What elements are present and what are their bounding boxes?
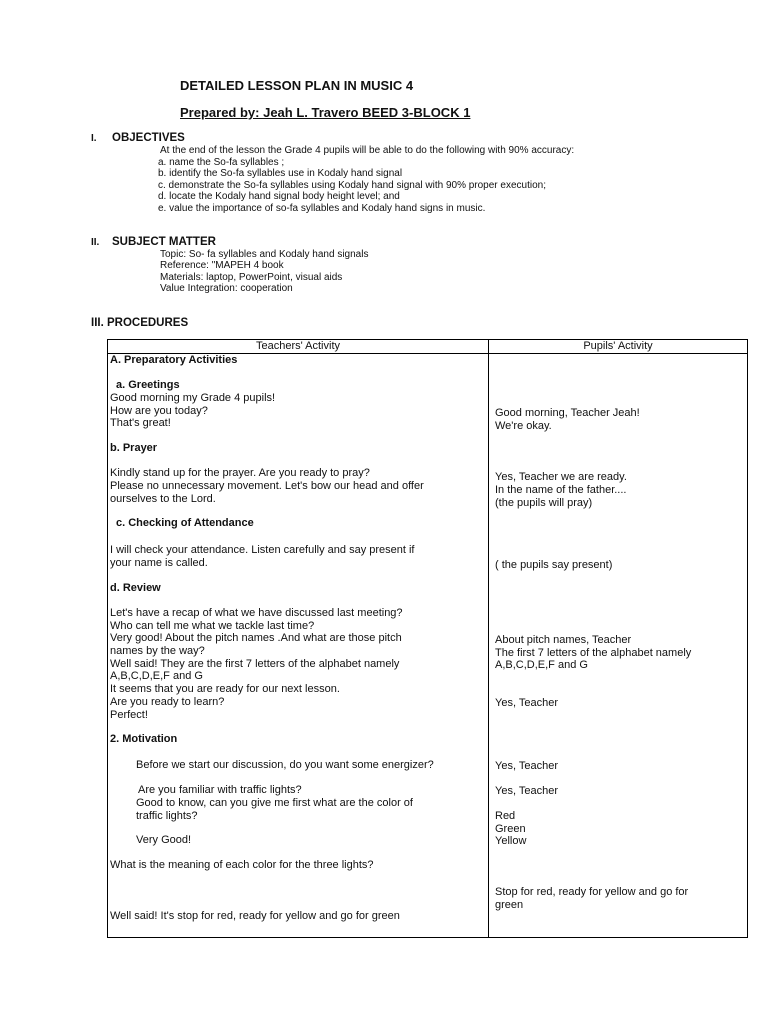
objectives-intro: At the end of the lesson the Grade 4 pupils will be able to do the following with 90% accuracy: [160, 145, 575, 156]
teacher-line: Very Good! [136, 834, 192, 846]
teacher-line: I will check your attendance. Listen carefully and say present if [110, 544, 415, 556]
subject-materials: Materials: laptop, PowerPoint, visual aids [160, 272, 343, 283]
objective-item-a: a. name the So-fa syllables ; [158, 157, 285, 168]
subject-matter-heading: SUBJECT MATTER [112, 236, 216, 248]
greetings-heading: a. Greetings [116, 379, 180, 391]
table-header-row [108, 340, 748, 354]
subject-reference: Reference: "MAPEH 4 book [160, 260, 284, 271]
pupil-line: Stop for red, ready for yellow and go for [495, 886, 689, 898]
pupil-line: A,B,C,D,E,F and G [495, 659, 588, 671]
objective-item-b: b. identify the So-fa syllables use in Kodaly hand signal [158, 168, 403, 179]
motivation-heading: 2. Motivation [110, 733, 178, 745]
pupil-line: Yes, Teacher [495, 760, 558, 772]
document-title: DETAILED LESSON PLAN IN MUSIC 4 [180, 78, 414, 93]
pupil-line: green [495, 899, 524, 911]
teacher-line: Who can tell me what we tackle last time? [110, 620, 315, 632]
objectives-heading: OBJECTIVES [112, 132, 185, 144]
teacher-line: Good to know, can you give me first what are the color of [136, 797, 413, 809]
teacher-line: Kindly stand up for the prayer. Are you ready to pray? [110, 467, 370, 479]
teacher-line: Let's have a recap of what we have discussed last meeting? [110, 607, 403, 619]
teacher-line: traffic lights? [136, 810, 198, 822]
subject-value-integration: Value Integration: cooperation [160, 283, 293, 294]
pupils-activity-cell [489, 354, 748, 938]
objective-item-d: d. locate the Kodaly hand signal body height level; and [158, 191, 400, 202]
pupil-line: About pitch names, Teacher [495, 634, 632, 646]
review-heading: d. Review [110, 582, 161, 594]
teacher-line: Well said! They are the first 7 letters of the alphabet namely [110, 658, 400, 670]
procedures-heading: III. PROCEDURES [91, 317, 189, 329]
teacher-line: Well said! It's stop for red, ready for yellow and go for green [110, 910, 400, 922]
teacher-line: Before we start our discussion, do you want some energizer? [136, 759, 434, 771]
pupil-line: ( the pupils say present) [495, 559, 613, 571]
teacher-line: Good morning my Grade 4 pupils! [110, 392, 276, 404]
objectives-number: I. [91, 133, 97, 144]
preparatory-activities-heading: A. Preparatory Activities [110, 354, 238, 366]
teacher-line: Are you ready to learn? [110, 696, 225, 708]
teacher-line: Perfect! [110, 709, 148, 721]
teacher-line: ourselves to the Lord. [110, 493, 216, 505]
teacher-line: What is the meaning of each color for the three lights? [110, 859, 374, 871]
pupil-line: Yes, Teacher [495, 697, 558, 709]
pupil-line: Green [495, 823, 526, 835]
pupil-line: Red [495, 810, 516, 822]
teachers-activity-cell [108, 354, 489, 938]
teacher-line: That's great! [110, 417, 171, 429]
teacher-line: your name is called. [110, 557, 208, 569]
procedures-table [107, 339, 748, 938]
pupil-line: Good morning, Teacher Jeah! [495, 407, 640, 419]
teacher-line: Very good! About the pitch names .And what are those pitch [110, 632, 402, 644]
pupil-line: In the name of the father.... [495, 484, 627, 496]
prepared-by: Prepared by: Jeah L. Travero BEED 3-BLOCK 1 [180, 105, 471, 120]
teacher-line: It seems that you are ready for our next lesson. [110, 683, 340, 695]
teacher-line: How are you today? [110, 405, 208, 417]
prayer-heading: b. Prayer [110, 442, 158, 454]
pupil-line: Yes, Teacher [495, 785, 558, 797]
pupils-activity-header: Pupils' Activity [489, 340, 748, 354]
pupil-line: Yes, Teacher we are ready. [495, 471, 627, 483]
teachers-activity-header: Teachers' Activity [108, 340, 489, 354]
pupil-line: Yellow [495, 835, 527, 847]
teacher-line: names by the way? [110, 645, 205, 657]
attendance-heading: c. Checking of Attendance [116, 517, 254, 529]
pupil-line: (the pupils will pray) [495, 497, 593, 509]
subject-topic: Topic: So- fa syllables and Kodaly hand signals [160, 249, 369, 260]
teacher-line: A,B,C,D,E,F and G [110, 670, 203, 682]
teacher-line: Are you familiar with traffic lights? [138, 784, 302, 796]
objective-item-e: e. value the importance of so-fa syllables and Kodaly hand signs in music. [158, 203, 486, 214]
objective-item-c: c. demonstrate the So-fa syllables using Kodaly hand signal with 90% proper execution; [158, 180, 547, 191]
pupil-line: We're okay. [495, 420, 552, 432]
pupil-line: The first 7 letters of the alphabet namely [495, 647, 692, 659]
table-row [108, 354, 748, 938]
teacher-line: Please no unnecessary movement. Let's bow our head and offer [110, 480, 424, 492]
subject-matter-number: II. [91, 237, 100, 248]
